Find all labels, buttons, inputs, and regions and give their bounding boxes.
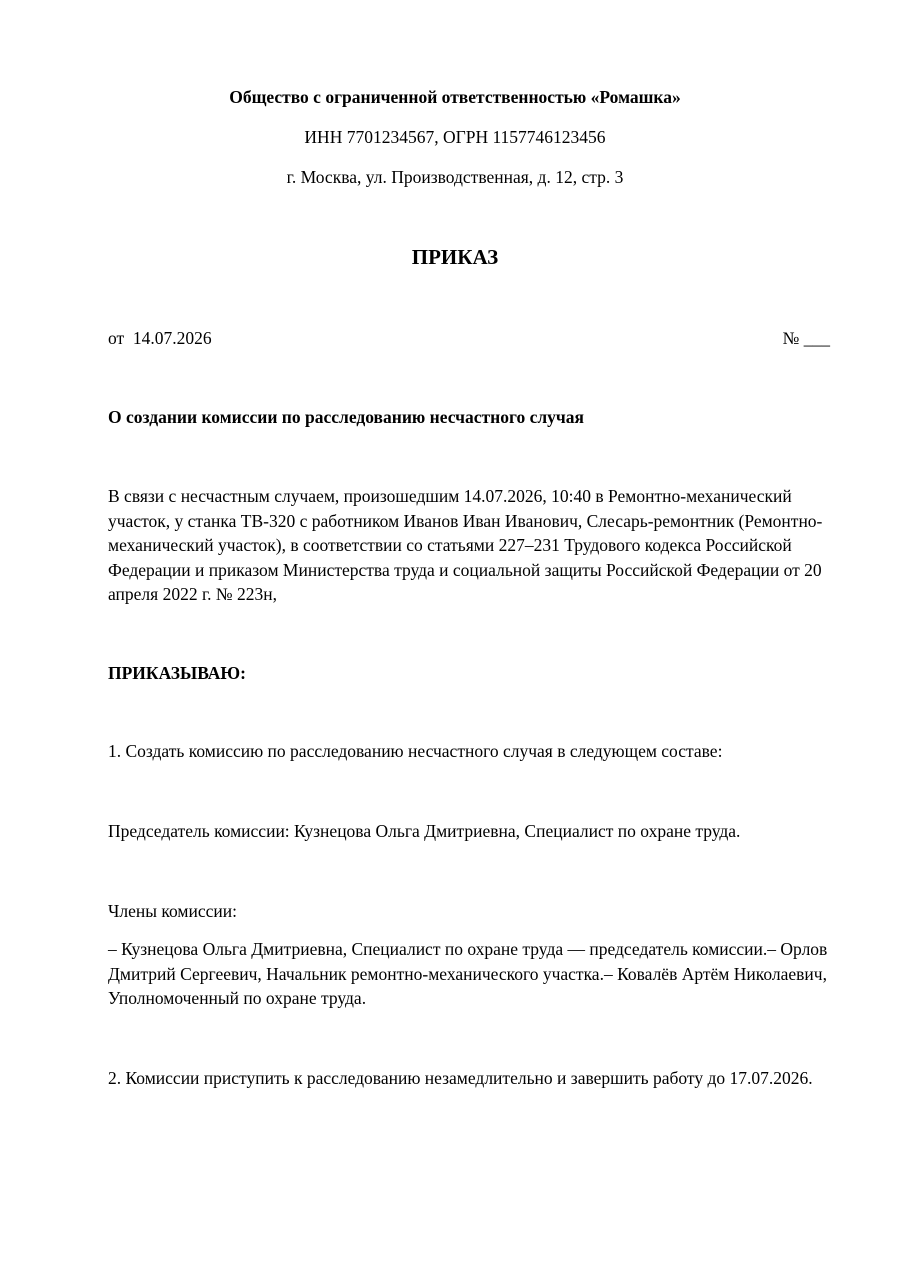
organization-name: Общество с ограниченной ответственностью «Ромашка» [229,87,681,107]
order-subject: О создании комиссии по расследованию несчастного случая [108,407,585,427]
order-date: 14.07.2026 [132,328,212,348]
date-prefix: от [108,328,125,348]
organization-requisites: ИНН 7701234567, ОГРН 1157746123456 [304,127,606,147]
order-item-1: 1. Создать комиссию по расследованию несчастного случая в следующем составе: [108,741,723,761]
commission-chairman: Председатель комиссии: Кузнецова Ольга Дмитриевна, Специалист по охране труда. [108,821,741,841]
commission-members-list: – Кузнецова Ольга Дмитриевна, Специалист по охране труда — председатель комиссии.– Орлов Дмитрий Сергеевич, Начальник ремонтно-механического участка.– Ковалёв Артём Николаевич, Уполномоченный по охране труда. [108,939,828,1008]
commission-members-label: Члены комиссии: [108,901,237,921]
document-title: ПРИКАЗ [411,245,499,269]
order-item-2: 2. Комиссии приступить к расследованию незамедлительно и завершить работу до 17.07.2026. [108,1068,813,1088]
organization-address: г. Москва, ул. Производственная, д. 12, стр. 3 [286,167,624,187]
date-number-line [108,326,830,350]
order-word: ПРИКАЗЫВАЮ: [108,663,246,683]
order-preamble: В связи с несчастным случаем, произошедшим 14.07.2026, 10:40 в Ремонтно-механический участок, у станка ТВ-320 с работником Иванов Иван Иванович, Слесарь-ремонтник (Ремонтно-механический участок), в соответствии со статьями 227–231 Трудового кодекса Российской Федерации и приказом Министерства труда и социальной защиты Российской Федерации от 20 апреля 2022 г. № 223н, [108,486,823,604]
order-number: № ___ [782,328,830,348]
